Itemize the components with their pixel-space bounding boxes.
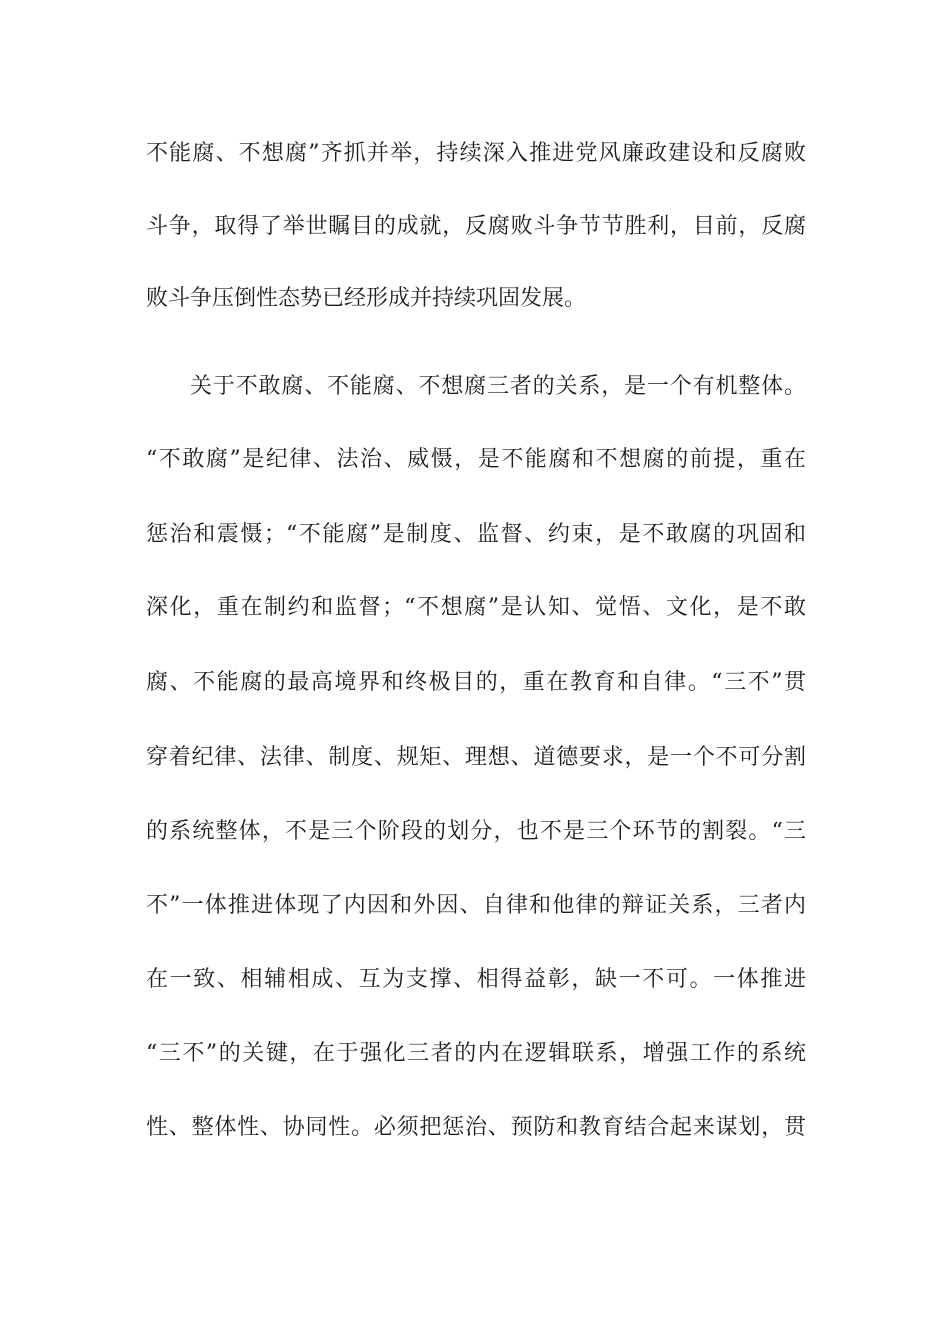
paragraph-2-line-7: 的系统整体，不是三个阶段的划分，也不是三个环节的割裂。“三 <box>146 819 806 844</box>
paragraph-1-line-2: 斗争，取得了举世瞩目的成就，反腐败斗争节节胜利，目前，反腐 <box>146 214 806 239</box>
paragraph-2-line-9: 在一致、相辅相成、互为支撑、相得益彰，缺一不可。一体推进 <box>146 967 806 992</box>
paragraph-2-line-3: 惩治和震慑；“不能腐”是制度、监督、约束，是不敢腐的巩固和 <box>146 522 806 547</box>
paragraph-2-line-10: “三不”的关键，在于强化三者的内在逻辑联系，增强工作的系统 <box>146 1041 806 1066</box>
paragraph-1-line-3: 败斗争压倒性态势已经形成并持续巩固发展。 <box>146 286 587 311</box>
paragraph-2-line-8: 不”一体推进体现了内因和外因、自律和他律的辩证关系，三者内 <box>146 893 806 918</box>
paragraph-2-line-6: 穿着纪律、法律、制度、规矩、理想、道德要求，是一个不可分割 <box>146 745 806 770</box>
paragraph-2-line-11: 性、整体性、协同性。必须把惩治、预防和教育结合起来谋划，贯 <box>146 1115 806 1140</box>
paragraph-2-line-1: 关于不敢腐、不能腐、不想腐三者的关系，是一个有机整体。 <box>190 374 806 399</box>
paragraph-2-line-2: “不敢腐”是纪律、法治、威慑，是不能腐和不想腐的前提，重在 <box>146 447 806 472</box>
paragraph-1-line-1: 不能腐、不想腐”齐抓并举，持续深入推进党风廉政建设和反腐败 <box>146 141 806 166</box>
paragraph-2-line-4: 深化，重在制约和监督；“不想腐”是认知、觉悟、文化，是不敢 <box>146 595 806 620</box>
paragraph-2-line-5: 腐、不能腐的最高境界和终极目的，重在教育和自律。“三不”贯 <box>146 670 806 695</box>
